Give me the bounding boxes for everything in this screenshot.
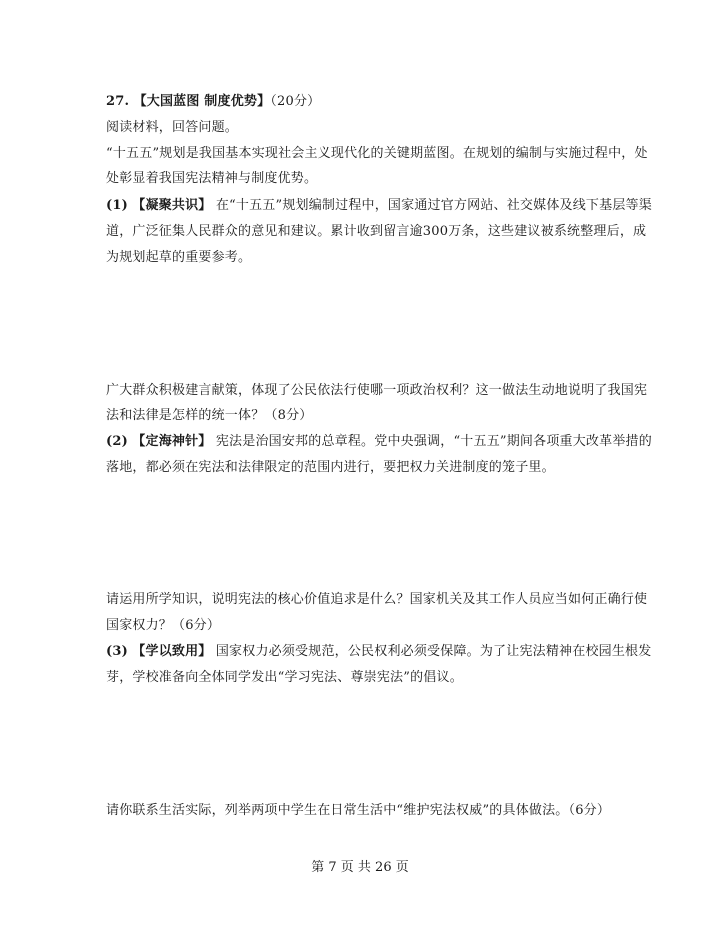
- part1-label: (1): [106, 198, 128, 213]
- intro-line-2: 处彰显着我国宪法精神与制度优势。: [106, 171, 318, 186]
- question-header: [106, 94, 626, 110]
- part2-material-line-1: [106, 434, 652, 450]
- part1-material-line-2: 道，广泛征集人民群众的意见和建议。累计收到留言逾300万条，这些建议被系统整理后，成: [106, 224, 647, 239]
- part3-title: 【学以致用】: [132, 644, 212, 659]
- part1-question-line-1: 广大群众积极建言献策，体现了公民依法行使哪一项政治权利？这一做法生动地说明了我国宪: [106, 383, 648, 398]
- part1-title: 【凝聚共识】: [132, 198, 212, 213]
- page-footer: 第 7 页 共 26 页: [311, 860, 409, 875]
- part1-question-line-2: 法和法律是怎样的统一体？（8分）: [106, 408, 313, 423]
- part2-question-line-1: 请运用所学知识，说明宪法的核心价值追求是什么？国家机关及其工作人员应当如何正确行使: [106, 592, 648, 607]
- part3-material-text: 国家权力必须受规范，公民权利必须受保障。为了让宪法精神在校园生根发: [215, 644, 652, 659]
- question-score: （20分）: [270, 94, 321, 109]
- part2-title: 【定海神针】: [132, 434, 212, 449]
- part3-label: (3): [106, 644, 128, 659]
- part1-material-line-1: [106, 198, 652, 214]
- part1-material-line-3: 为规划起草的重要参考。: [106, 250, 252, 265]
- part3-material-line-2: 芽，学校准备向全体同学发出“学习宪法、尊崇宪法”的倡议。: [106, 670, 463, 685]
- question-number: 27.: [106, 94, 130, 109]
- question-title: 【大国蓝图 制度优势】: [133, 94, 271, 109]
- part3-material-line-1: [106, 644, 652, 660]
- part1-material-text: 在“十五五”规划编制过程中，国家通过官方网站、社交媒体及线下基层等渠: [215, 198, 652, 213]
- part2-label: (2): [106, 434, 128, 449]
- part2-material-line-2: 落地，都必须在宪法和法律限定的范围内进行，要把权力关进制度的笼子里。: [106, 460, 555, 475]
- question-instruction: 阅读材料，回答问题。: [106, 120, 239, 135]
- part2-question-line-2: 国家权力？（6分）: [106, 618, 221, 633]
- part3-question-line-1: 请你联系生活实际，列举两项中学生在日常生活中“维护宪法权威”的具体做法。（6分）: [106, 803, 611, 818]
- part2-material-text: 宪法是治国安邦的总章程。党中央强调，“十五五”期间各项重大改革举措的: [215, 434, 652, 449]
- intro-line-1: “十五五”规划是我国基本实现社会主义现代化的关键期蓝图。在规划的编制与实施过程中，处: [106, 146, 648, 161]
